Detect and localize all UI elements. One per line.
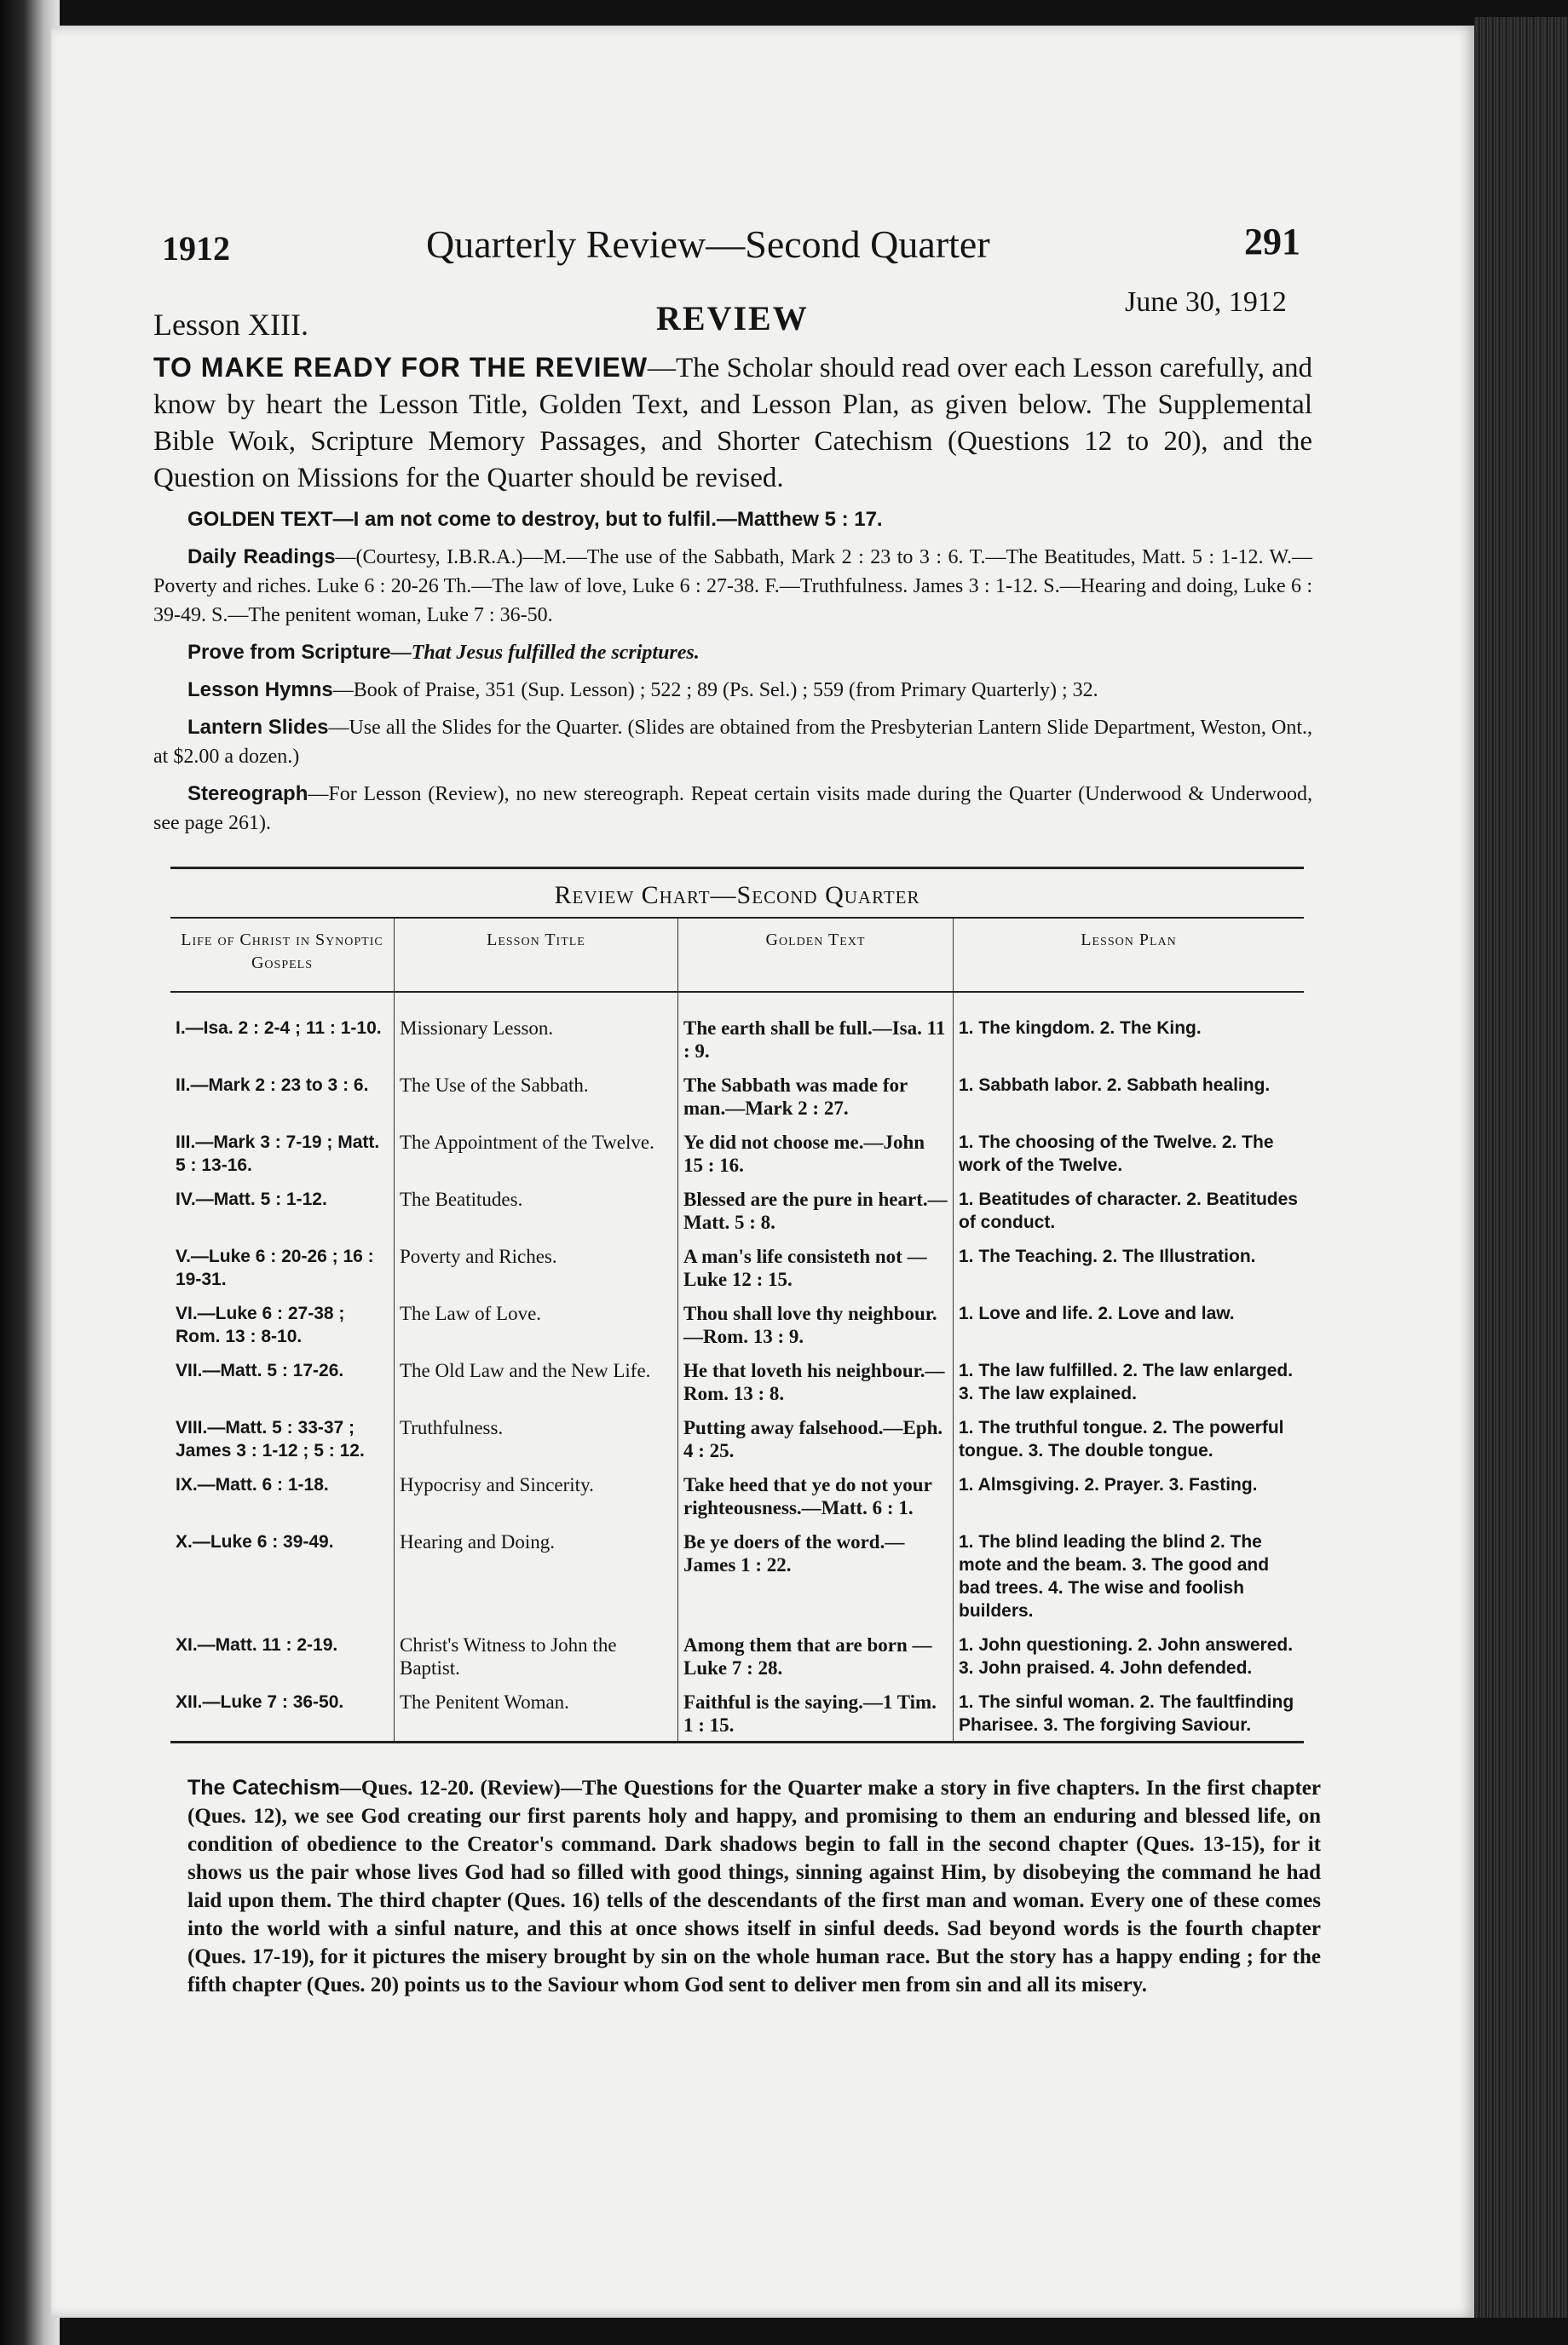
table-row <box>170 1466 1304 1524</box>
table-row <box>170 1627 1304 1684</box>
hymns-text: —Book of Praise, 351 (Sup. Lesson) ; 522 ; 89 (Ps. Sel.) ; 559 (from Primary Quarterly) ; 32. <box>332 679 1098 701</box>
cell-title: The Law of Love. <box>395 1295 678 1352</box>
cell-ref: VI.—Luke 6 : 27-38 ; Rom. 13 : 8-10. <box>176 1304 345 1346</box>
cell-golden: Be ye doers of the word.—James 1 : 22. <box>678 1524 954 1627</box>
cell-plan: 1. The kingdom. 2. The King. <box>954 992 1305 1067</box>
table-body <box>170 992 1304 1743</box>
page-number: 291 <box>1244 221 1300 262</box>
intro-text: —The Scholar should read over each Lesson carefully, and know by heart the Lesson Title, Golden Text, and Lesson Plan, as given below. The Supplemental Bible Woık, Scripture Memory Passages, and Shorter Catechism (Questions 12 to 20), and the Question on Missions for the Quarter should be revised. <box>153 353 1312 493</box>
cell-golden: Faithful is the saying.—1 Tim. 1 : 15. <box>678 1684 954 1743</box>
review-table <box>170 919 1304 1743</box>
stereograph-label: Stereograph <box>187 782 308 805</box>
stereograph <box>153 780 1312 838</box>
cell-ref: VII.—Matt. 5 : 17-26. <box>176 1361 344 1380</box>
cell-ref: IX.—Matt. 6 : 1-18. <box>176 1475 329 1495</box>
cell-plan: 1. The blind leading the blind 2. The mote and the beam. 3. The good and bad trees. 4. The wise and foolish builders. <box>954 1524 1305 1627</box>
cell-ref: X.—Luke 6 : 39-49. <box>176 1532 334 1552</box>
cell-golden: Take heed that ye do not your righteousness.—Matt. 6 : 1. <box>678 1466 954 1524</box>
table-row <box>170 1409 1304 1466</box>
cell-title: Truthfulness. <box>395 1409 678 1466</box>
cell-title: Hearing and Doing. <box>395 1524 678 1627</box>
prove-text: —That Jesus fulfilled the scriptures. <box>390 642 700 664</box>
table-row <box>170 1124 1304 1181</box>
cell-plan: 1. The Teaching. 2. The Illustration. <box>954 1238 1305 1295</box>
lantern-text: —Use all the Slides for the Quarter. (Slides are obtained from the Presbyterian Lantern Slide Department, Weston, Ont., at $2.00 a dozen.) <box>153 717 1313 768</box>
catechism-text: —Ques. 12-20. (Review)—The Questions for the Quarter make a story in five chapters. In the first chapter (Ques. 12), we see God creating our first parents holy and happy, and promising to them an enduring and blessed life, on condition of obedience to the Creator's command. Dark shadows begin to fall in the second chapter (Ques. 13-15), for it shows us the pair whose lives God had so filled with good things, sinning against Him, by disobeying the command he had laid upon them. The third chapter (Ques. 16) tells of the descendants of the first man and woman. Every one of these comes into the world with a sinful nature, and this at once shows itself in sinful deeds. Sad beyond words is the fourth chapter (Ques. 17-19), for it pictures the misery brought by sin on the whole human race. But the story has a happy ending ; for the fifth chapter (Ques. 20) points us to the Saviour whom God sent to deliver men from sin and all its misery. <box>187 1777 1321 1996</box>
lesson-meta <box>153 505 1312 838</box>
lesson-number: Lesson XIII. <box>153 308 308 342</box>
col-header-plan: Lesson Plan <box>954 919 1305 992</box>
table-row <box>170 1238 1304 1295</box>
cell-plan: 1. The law fulfilled. 2. The law enlarged. 3. The law explained. <box>954 1352 1305 1409</box>
lantern-slides <box>153 713 1312 771</box>
cell-golden: A man's life consisteth not —Luke 12 : 15. <box>678 1238 954 1295</box>
cell-golden: Thou shall love thy neighbour.—Rom. 13 : 9. <box>678 1295 954 1352</box>
table-row <box>170 1684 1304 1743</box>
cell-title: The Appointment of the Twelve. <box>395 1124 678 1181</box>
prove-from-scripture <box>153 638 1312 667</box>
cell-ref: I.—Isa. 2 : 2-4 ; 11 : 1-10. <box>176 1018 382 1038</box>
prove-label: Prove from Scripture <box>187 641 391 664</box>
catechism-label: The Catechism <box>187 1776 340 1800</box>
cell-title: Hypocrisy and Sincerity. <box>395 1466 678 1524</box>
intro-lead: TO MAKE READY FOR THE REVIEW <box>153 352 649 383</box>
book-page-edges <box>1474 17 1568 2318</box>
cell-title: Poverty and Riches. <box>395 1238 678 1295</box>
golden-text: GOLDEN TEXT—I am not come to destroy, but to fulfil.—Matthew 5 : 17. <box>187 508 883 531</box>
cell-golden: Ye did not choose me.—John 15 : 16. <box>678 1124 954 1181</box>
table-row <box>170 1181 1304 1238</box>
cell-plan: 1. Sabbath labor. 2. Sabbath healing. <box>954 1067 1305 1124</box>
review-chart <box>170 867 1304 1743</box>
intro-paragraph <box>153 349 1312 497</box>
cell-ref: VIII.—Matt. 5 : 33-37 ; James 3 : 1-12 ; 5 : 12. <box>176 1418 365 1461</box>
cell-title: The Penitent Woman. <box>395 1684 678 1743</box>
cell-ref: V.—Luke 6 : 20-26 ; 16 : 19-31. <box>176 1247 374 1289</box>
table-row <box>170 1524 1304 1627</box>
lantern-label: Lantern Slides <box>187 716 329 739</box>
cell-golden: Among them that are born —Luke 7 : 28. <box>678 1627 954 1684</box>
page-content <box>111 205 1321 2020</box>
cell-golden: The earth shall be full.—Isa. 11 : 9. <box>678 992 954 1067</box>
daily-readings-label: Daily Readings <box>187 545 336 568</box>
daily-readings-text: —(Courtesy, I.B.R.A.)—M.—The use of the Sabbath, Mark 2 : 23 to 3 : 6. T.—The Beatitudes, Matt. 5 : 1-12. W.—Poverty and riches. Luke 6 : 20-26 Th.—The law of love, Luke 6 : 27-38. F.—Truthfulness. James 3 : 1-12. S.—Hearing and doing, Luke 6 : 39-49. S.—The penitent woman, Luke 7 : 36-50. <box>153 546 1312 626</box>
lesson-heading <box>111 281 1321 349</box>
cell-golden: He that loveth his neighbour.—Rom. 13 : 8. <box>678 1352 954 1409</box>
col-header-life: Life of Christ in Synoptic Gospels <box>170 919 395 992</box>
cell-plan: 1. John questioning. 2. John answered. 3. John praised. 4. John defended. <box>954 1627 1305 1684</box>
table-row <box>170 992 1304 1067</box>
cell-ref: XII.—Luke 7 : 36-50. <box>176 1692 344 1712</box>
cell-plan: 1. Beatitudes of character. 2. Beatitudes of conduct. <box>954 1181 1305 1238</box>
cell-title: The Old Law and the New Life. <box>395 1352 678 1409</box>
cell-golden: Blessed are the pure in heart.—Matt. 5 : 8. <box>678 1181 954 1238</box>
stereograph-text: —For Lesson (Review), no new stereograph. Repeat certain visits made during the Quarter (Underwood & Underwood, see page 261). <box>153 783 1312 834</box>
table-row <box>170 1295 1304 1352</box>
daily-readings <box>153 543 1312 630</box>
header-year: 1912 <box>162 229 230 268</box>
cell-title: The Beatitudes. <box>395 1181 678 1238</box>
cell-plan: 1. The sinful woman. 2. The faultfinding Pharisee. 3. The forgiving Saviour. <box>954 1684 1305 1743</box>
lesson-name: REVIEW <box>656 299 809 337</box>
cell-title: The Use of the Sabbath. <box>395 1067 678 1124</box>
table-row <box>170 1067 1304 1124</box>
cell-title: Christ's Witness to John the Baptist. <box>395 1627 678 1684</box>
table-header-row <box>170 919 1304 992</box>
running-head <box>111 205 1321 281</box>
lesson-date: June 30, 1912 <box>1125 286 1287 318</box>
hymns-label: Lesson Hymns <box>187 678 333 701</box>
catechism-paragraph <box>187 1774 1321 1999</box>
lesson-hymns <box>153 676 1312 705</box>
header-title: Quarterly Review—Second Quarter <box>426 222 990 266</box>
cell-ref: XI.—Matt. 11 : 2-19. <box>176 1635 338 1655</box>
cell-ref: III.—Mark 3 : 7-19 ; Matt. 5 : 13-16. <box>176 1132 380 1175</box>
col-header-title: Lesson Title <box>395 919 678 992</box>
table-row <box>170 1352 1304 1409</box>
cell-title: Missionary Lesson. <box>395 992 678 1067</box>
cell-plan: 1. Love and life. 2. Love and law. <box>954 1295 1305 1352</box>
cell-ref: IV.—Matt. 5 : 1-12. <box>176 1190 327 1209</box>
cell-plan: 1. The truthful tongue. 2. The powerful tongue. 3. The double tongue. <box>954 1409 1305 1466</box>
cell-ref: II.—Mark 2 : 23 to 3 : 6. <box>176 1075 369 1095</box>
cell-plan: 1. The choosing of the Twelve. 2. The work of the Twelve. <box>954 1124 1305 1181</box>
cell-plan: 1. Almsgiving. 2. Prayer. 3. Fasting. <box>954 1466 1305 1524</box>
cell-golden: The Sabbath was made for man.—Mark 2 : 27. <box>678 1067 954 1124</box>
col-header-golden: Golden Text <box>678 919 954 992</box>
cell-golden: Putting away falsehood.—Eph. 4 : 25. <box>678 1409 954 1466</box>
chart-caption: Review Chart—Second Quarter <box>554 881 920 909</box>
